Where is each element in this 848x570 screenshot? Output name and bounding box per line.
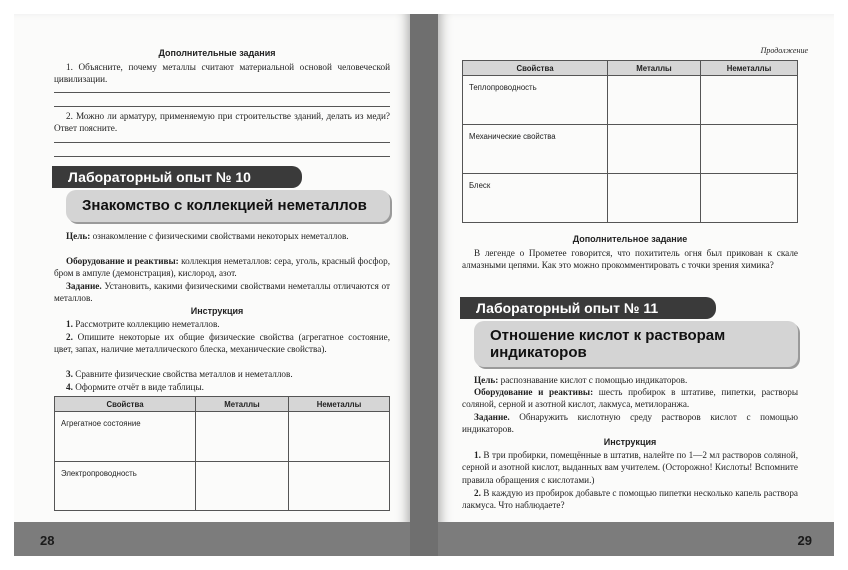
table-cell: Блеск <box>463 174 608 223</box>
step-1 <box>462 449 798 486</box>
table-cell <box>701 174 798 223</box>
task-text: Обнаружить кислотную среду растворов кислот с помощью индикаторов. <box>462 412 798 435</box>
left-footer <box>14 522 410 556</box>
table-header: Металлы <box>196 397 289 412</box>
extra-task-text: В легенде о Прометее говорится, что похититель огня был прикован к скале алмазными цепями. Как это можно прокомментировать с точки зрения химика? <box>462 248 798 271</box>
table-cell: Теплопроводность <box>463 76 608 125</box>
table-cell: Электропроводность <box>55 462 196 511</box>
table-cell <box>701 76 798 125</box>
continuation-note: Продолжение <box>760 46 808 55</box>
table-row <box>463 125 798 174</box>
table-row <box>463 174 798 223</box>
table-header-row <box>55 397 390 412</box>
lab-10-task <box>54 280 390 305</box>
task-label: Задание. <box>66 281 102 291</box>
step-number: 2. <box>66 332 73 342</box>
lab-10-equipment <box>54 255 390 280</box>
table-header: Свойства <box>55 397 196 412</box>
left-section-title: Дополнительные задания <box>158 48 276 58</box>
equipment-text: шесть пробирок в штативе, пипетки, растворы соляной, серной и азотной кислот, лакмуса, метилоранжа. <box>462 387 798 410</box>
table-cell <box>608 76 701 125</box>
table-cell <box>701 125 798 174</box>
right-section-title: Дополнительное задание <box>572 234 688 244</box>
equipment-text: коллекция неметаллов: сера, уголь, красный фосфор, бром в ампуле (демонстрация), кислород, азот. <box>54 256 390 279</box>
table-header: Металлы <box>608 61 701 76</box>
table-cell: Механические свойства <box>463 125 608 174</box>
step-number: 1. <box>474 450 481 460</box>
right-instruction-title: Инструкция <box>603 437 657 447</box>
step-text: Сравните физические свойства металлов и неметаллов. <box>75 369 293 379</box>
left-page <box>14 14 410 556</box>
table-cell <box>196 462 289 511</box>
answer-line <box>54 106 390 107</box>
lab-11-goal <box>462 374 798 386</box>
table-cell: Агрегатное состояние <box>55 412 196 462</box>
page-number-left: 28 <box>40 533 55 548</box>
task-text: Установить, какими физическими свойствами неметаллы отличаются от металлов. <box>54 281 390 304</box>
step-text: В три пробирки, помещённые в штатив, налейте по 1—2 мл растворов соляной, серной и азотной кислот, выданных вам учителем. (Осторожно! Кислоты! Вспомните правила обращения с кислотами.) <box>462 450 799 485</box>
lab-10-title: Знакомство с коллекцией неметаллов <box>66 190 390 222</box>
table-header: Неметаллы <box>701 61 798 76</box>
step-3 <box>54 368 390 380</box>
step-text: Оформите отчёт в виде таблицы. <box>75 382 204 392</box>
right-properties-table <box>462 60 798 223</box>
book-spread <box>14 14 834 556</box>
lab-10-label: Лабораторный опыт № 10 <box>52 166 302 188</box>
step-text: Опишите некоторые их общие физические свойства (агрегатное состояние, цвет, запах, наличие металлического блеска, механические свойства). <box>54 332 391 355</box>
step-2 <box>462 487 798 512</box>
goal-label: Цель: <box>66 231 91 241</box>
step-1 <box>54 318 390 330</box>
step-text: В каждую из пробирок добавьте с помощью пипетки несколько капель раствора лакмуса. Что наблюдаете? <box>462 488 799 511</box>
step-number: 2. <box>474 488 481 498</box>
lab-11-title-line: Отношение кислот к растворам <box>490 327 726 344</box>
left-instruction-title: Инструкция <box>190 306 244 316</box>
table-header: Неметаллы <box>289 397 390 412</box>
lab-10-goal <box>54 230 390 242</box>
equipment-label: Оборудование и реактивы: <box>474 387 594 397</box>
goal-label: Цель: <box>474 375 499 385</box>
answer-line <box>54 156 390 157</box>
table-header: Свойства <box>463 61 608 76</box>
table-cell <box>289 412 390 462</box>
step-number: 3. <box>66 369 73 379</box>
table-cell <box>289 462 390 511</box>
question-2: 2. Можно ли арматуру, применяемую при строительстве зданий, делать из меди? Ответ поясните. <box>54 111 390 134</box>
answer-line <box>54 92 390 93</box>
right-footer <box>438 522 834 556</box>
left-properties-table <box>54 396 390 511</box>
step-4 <box>54 381 390 393</box>
right-page <box>438 14 834 556</box>
lab-11-label: Лабораторный опыт № 11 <box>460 297 716 319</box>
answer-line <box>54 142 390 143</box>
goal-text: ознакомление с физическими свойствами некоторых неметаллов. <box>90 231 349 241</box>
step-text: Рассмотрите коллекцию неметаллов. <box>75 319 220 329</box>
step-number: 4. <box>66 382 73 392</box>
table-row <box>463 76 798 125</box>
table-header-row <box>463 61 798 76</box>
table-row <box>55 412 390 462</box>
lab-11-title-line: индикаторов <box>490 344 587 361</box>
lab-11-title <box>474 321 798 367</box>
table-cell <box>608 174 701 223</box>
task-label: Задание. <box>474 412 510 422</box>
table-cell <box>608 125 701 174</box>
lab-11-equipment <box>462 386 798 411</box>
question-1: 1. Объясните, почему металлы считают материальной основой человеческой цивилизации. <box>54 62 390 85</box>
step-2 <box>54 331 390 356</box>
page-number-right: 29 <box>797 533 812 548</box>
step-number: 1. <box>66 319 73 329</box>
table-row <box>55 462 390 511</box>
lab-11-task <box>462 411 798 436</box>
table-cell <box>196 412 289 462</box>
goal-text: распознавание кислот с помощью индикаторов. <box>498 375 688 385</box>
equipment-label: Оборудование и реактивы: <box>66 256 179 266</box>
